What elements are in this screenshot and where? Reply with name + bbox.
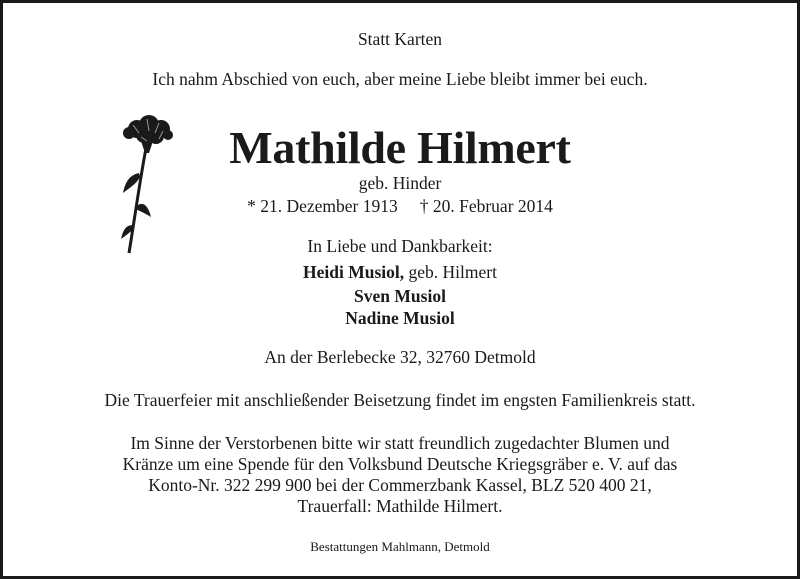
quote-text: Ich nahm Abschied von euch, aber meine Liebe bleibt immer bei euch.	[152, 69, 648, 89]
birth-name: geb. Hinder	[358, 173, 442, 193]
life-dates	[3, 196, 797, 216]
donation-line-3: Konto-Nr. 322 299 900 bei der Commerzbank Kassel, BLZ 520 400 21,	[148, 475, 652, 495]
donation-line-4: Trauerfall: Mathilde Hilmert.	[297, 496, 503, 516]
mourner-heidi-name: Heidi Musiol,	[303, 262, 405, 282]
mourner-heidi	[3, 262, 797, 282]
mourner-nadine: Nadine Musiol	[345, 308, 455, 328]
funeral-note: Die Trauerfeier mit anschließender Beisetzung findet im engsten Familienkreis statt.	[104, 390, 696, 410]
deceased-name: Mathilde Hilmert	[229, 122, 571, 173]
death-date: † 20. Februar 2014	[419, 196, 553, 216]
header-text: Statt Karten	[357, 29, 443, 49]
birth-date: * 21. Dezember 1913	[247, 196, 398, 216]
undertaker-text: Bestattungen Mahlmann, Detmold	[310, 539, 490, 554]
mourners-intro: In Liebe und Dankbarkeit:	[307, 236, 493, 256]
donation-line-2: Kränze um eine Spende für den Volksbund Deutsche Kriegsgräber e. V. auf das	[122, 454, 678, 474]
mourner-heidi-suffix: geb. Hilmert	[408, 262, 497, 282]
donation-line-1: Im Sinne der Verstorbenen bitte wir statt freundlich zugedachter Blumen und	[130, 433, 670, 453]
address-text: An der Berlebecke 32, 32760 Detmold	[264, 347, 536, 367]
mourner-sven: Sven Musiol	[354, 286, 446, 306]
